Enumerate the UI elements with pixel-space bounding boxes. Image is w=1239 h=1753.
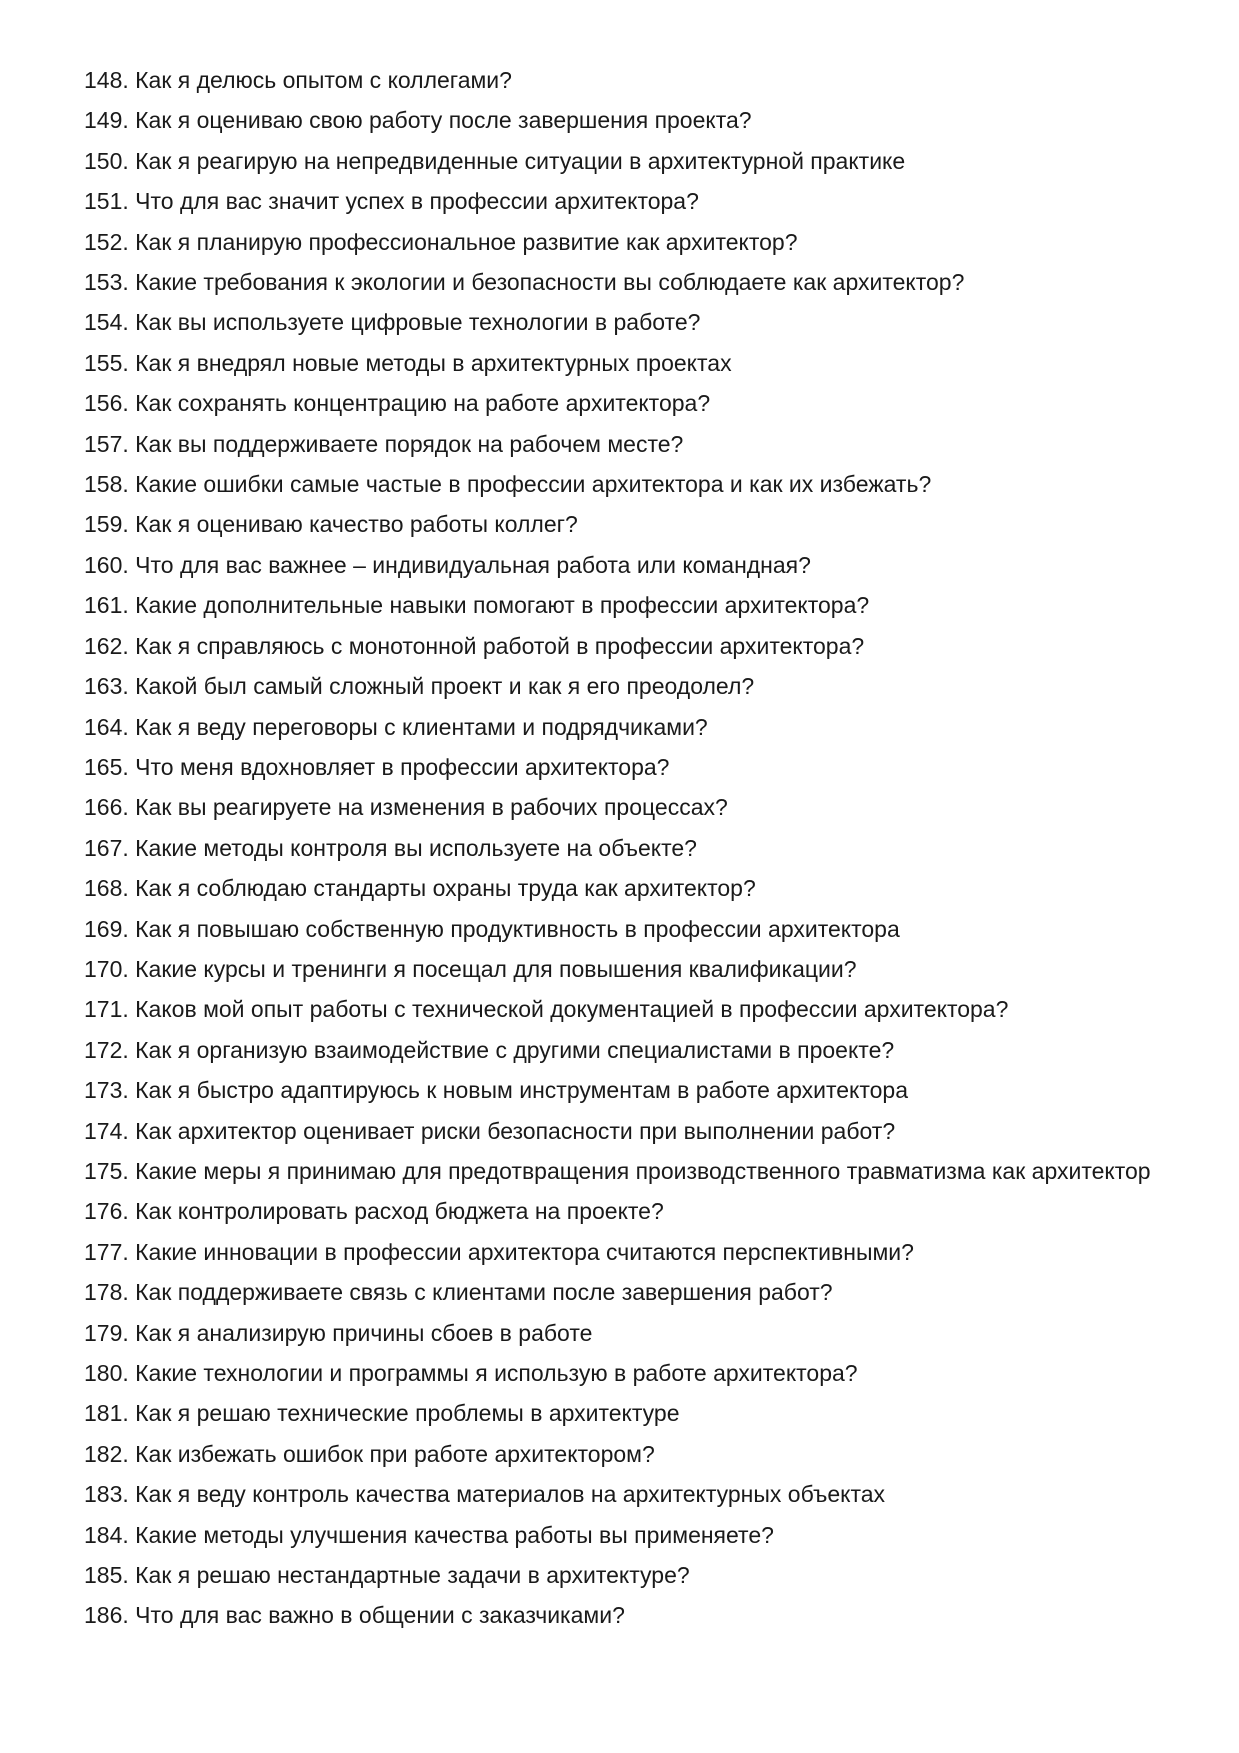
question-item: 176. Как контролировать расход бюджета на проекте?	[84, 1198, 664, 1225]
question-item: 165. Что меня вдохновляет в профессии архитектора?	[84, 753, 670, 780]
question-item: 167. Какие методы контроля вы используете на объекте?	[84, 834, 697, 861]
question-item: 180. Какие технологии и программы я использую в работе архитектора?	[84, 1360, 858, 1386]
question-item: 173. Как я быстро адаптируюсь к новым инструментам в работе архитектора	[84, 1077, 909, 1104]
question-item: 156. Как сохранять концентрацию на работе архитектора?	[84, 390, 711, 417]
question-item: 154. Как вы используете цифровые технологии в работе?	[84, 309, 701, 336]
question-item: 166. Как вы реагируете на изменения в рабочих процессах?	[84, 794, 728, 821]
question-item: 161. Какие дополнительные навыки помогают в профессии архитектора?	[84, 592, 870, 619]
question-item: 168. Как я соблюдаю стандарты охраны труда как архитектор?	[84, 875, 756, 902]
question-item: 151. Что для вас значит успех в профессии архитектора?	[84, 188, 699, 215]
question-item: 175. Какие меры я принимаю для предотвращения производственного травматизма как архитектор	[84, 1157, 1151, 1184]
question-item: 163. Какой был самый сложный проект и как я его преодолел?	[84, 673, 755, 700]
question-item: 174. Как архитектор оценивает риски безопасности при выполнении работ?	[84, 1117, 896, 1144]
question-item: 170. Какие курсы и тренинги я посещал для повышения квалификации?	[84, 955, 857, 982]
question-item: 158. Какие ошибки самые частые в профессии архитектора и как их избежать?	[84, 471, 932, 498]
question-item: 148. Как я делюсь опытом с коллегами?	[84, 67, 512, 93]
question-list	[84, 60, 1164, 1636]
question-item: 149. Как я оцениваю свою работу после завершения проекта?	[84, 107, 752, 134]
question-item: 178. Как поддерживаете связь с клиентами после завершения работ?	[84, 1279, 833, 1306]
question-item: 172. Как я организую взаимодействие с другими специалистами в проекте?	[84, 1036, 895, 1063]
question-item: 184. Какие методы улучшения качества работы вы применяете?	[84, 1521, 774, 1548]
question-item: 186. Что для вас важно в общении с заказчиками?	[84, 1602, 625, 1629]
question-item: 150. Как я реагирую на непредвиденные ситуации в архитектурной практике	[84, 147, 906, 174]
question-item: 181. Как я решаю технические проблемы в архитектуре	[84, 1400, 680, 1427]
question-item: 171. Каков мой опыт работы с технической документацией в профессии архитектора?	[84, 996, 1009, 1023]
question-item: 160. Что для вас важнее – индивидуальная работа или командная?	[84, 551, 811, 578]
question-item: 183. Как я веду контроль качества материалов на архитектурных объектах	[84, 1481, 886, 1508]
question-item: 155. Как я внедрял новые методы в архитектурных проектах	[84, 349, 732, 376]
question-item: 179. Как я анализирую причины сбоев в работе	[84, 1319, 593, 1346]
question-item: 153. Какие требования к экологии и безопасности вы соблюдаете как архитектор?	[84, 269, 965, 296]
question-item: 159. Как я оцениваю качество работы коллег?	[84, 511, 578, 538]
question-item: 162. Как я справляюсь с монотонной работой в профессии архитектора?	[84, 632, 865, 659]
question-item: 164. Как я веду переговоры с клиентами и подрядчиками?	[84, 713, 708, 740]
question-item: 152. Как я планирую профессиональное развитие как архитектор?	[84, 228, 798, 255]
question-item: 169. Как я повышаю собственную продуктивность в профессии архитектора	[84, 915, 900, 942]
question-item: 182. Как избежать ошибок при работе архитектором?	[84, 1440, 655, 1467]
question-item: 157. Как вы поддерживаете порядок на рабочем месте?	[84, 430, 684, 457]
document-page	[84, 60, 1164, 1636]
question-item: 177. Какие инновации в профессии архитектора считаются перспективными?	[84, 1238, 914, 1265]
question-item: 185. Как я решаю нестандартные задачи в архитектуре?	[84, 1562, 690, 1589]
